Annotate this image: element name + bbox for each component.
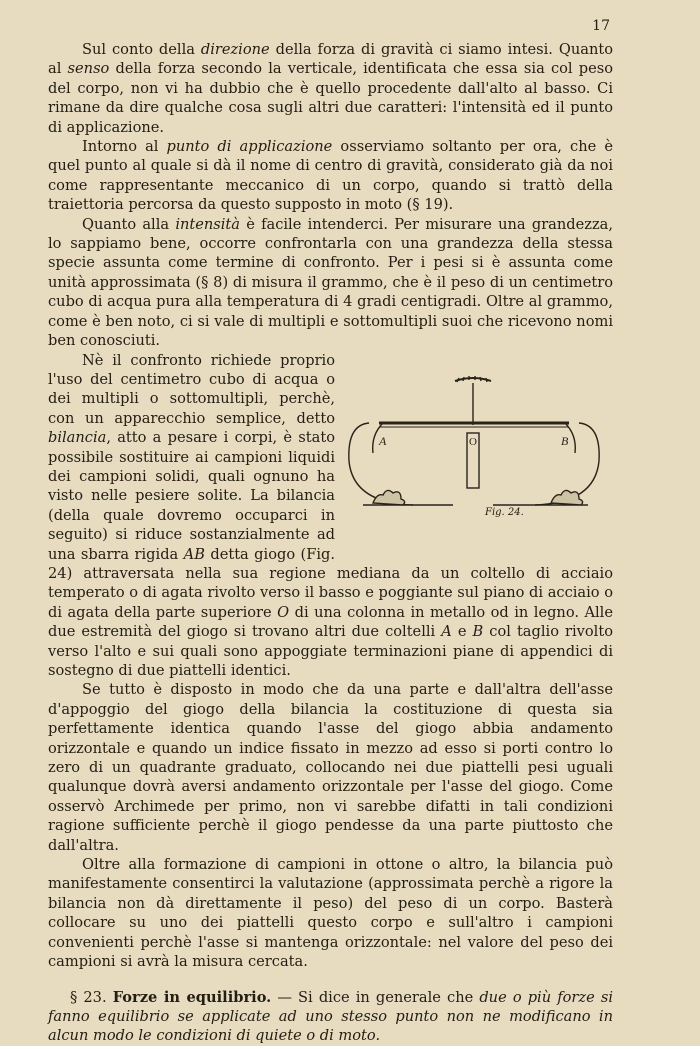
text-run: della forza secondo la verticale, identificata che essa sia col peso del corpo, non vi ha dubbio che è quello procedente dall'alto al basso. Ci rimane da dire qualche cosa sugli altri due caratteri: l'intensità ed il punto di applicazione. xyxy=(48,60,613,136)
text-run: osserviamo soltanto per ora, che è quel punto al quale si dà il nome di centro di gravità, considerato già da noi come rappresentante meccanico di un corpo, quando si trattò della traiettoria percorsa da questo supposto in moto (§ 19). xyxy=(48,138,613,214)
figure-caption: Fig. 24. xyxy=(485,506,524,518)
balance-diagram xyxy=(343,353,613,523)
section-title: Forze in equilibrio. xyxy=(112,988,272,1006)
italic-term: O xyxy=(277,603,290,621)
text-run: detta giogo (Fig. 24) attraversata nella sua regione mediana da un coltello di acciaio temperato o di agata rivolto verso il basso e poggiante sul piano di acciaio o di agata della parte superiore xyxy=(48,545,613,621)
label-o: O xyxy=(469,435,477,448)
italic-term: B xyxy=(472,623,484,641)
label-b: B xyxy=(561,433,569,448)
paragraph xyxy=(48,40,613,137)
text-run: Se tutto è disposto in modo che da una parte e dall'altra dell'asse d'appoggio del giogo della bilancia la costituzione di questa sia perfettamente identica quando l'asse del giogo abbia andamento orizzontale e quando un indice fissato in mezzo ad esso si porti contro lo zero di un quadrante graduato, collocando nei due piattelli pesi uguali qualunque dovrà aversi andamento orizzontale per l'asse del giogo. Come osservò Archimede per primo, non vi sarebbe difatti in tali condizioni ragione sufficiente perchè il giogo pendesse da una parte piuttosto che dall'altra. xyxy=(48,681,613,854)
text-run: e xyxy=(451,623,473,641)
text-run: Quanto alla xyxy=(82,215,176,233)
section-number: § 23. xyxy=(70,988,113,1006)
text-run: Nè il confronto richiede proprio l'uso del centimetro cubo di acqua o dei multipli o sottomultipli, perchè, con un apparecchio semplice, detto xyxy=(48,351,335,427)
paragraph xyxy=(48,855,613,971)
italic-term: AB xyxy=(183,545,205,563)
body-text xyxy=(48,40,613,1046)
paragraph xyxy=(48,351,613,681)
italic-term: punto di applicazione xyxy=(166,138,333,156)
text-run: Sul conto della xyxy=(82,41,201,58)
text-run: di una colonna in metallo od in legno. Alle due estremità del giogo si trovano altri due coltelli xyxy=(48,603,613,641)
paragraph xyxy=(48,215,613,351)
section-intro: — Si dice in generale che xyxy=(271,988,480,1006)
text-run: della forza di gravità ci siamo intesi. Quanto al xyxy=(48,41,613,78)
section-definition: due o più forze si fanno equilibrio se applicate ad uno stesso punto non ne modificano in alcun modo le condizioni di quiete o di moto. xyxy=(48,988,613,1045)
label-a: A xyxy=(379,433,387,448)
italic-term: senso xyxy=(67,60,110,78)
italic-term: bilancia xyxy=(48,429,107,447)
section-23 xyxy=(48,988,613,1046)
text-run: è facile intenderci. Per misurare una grandezza, lo sappiamo bene, occorre confrontarla con una grandezza della stessa specie assunta come termine di confronto. Per i pesi si è assunta come unità approssimata (§ 8) di misura il grammo, che è il peso di un centimetro cubo di acqua pura alla temperatura di 4 gradi centigradi. Oltre al grammo, come è ben noto, ci si vale di multipli e sottomultipli suoi che ricevono nomi ben conosciuti. xyxy=(48,215,613,350)
text-run: , atto a pesare i corpi, è stato possibile sostituire ai campioni liquidi dei campioni solidi, quali ognuno ha visto nelle pesiere solite. La bilancia (della quale dovremo occuparci in seguito) si riduce sostanzialmente ad una sbarra rigida xyxy=(48,429,335,563)
text-run: col taglio rivolto verso l'alto e sui quali sono appoggiate terminazioni piane di appendici di sostegno di due piattelli identici. xyxy=(48,623,614,679)
text-run: Intorno al xyxy=(82,138,167,156)
paragraph xyxy=(48,680,613,855)
page-number: 17 xyxy=(592,18,610,34)
paragraph xyxy=(48,137,613,215)
italic-term: intensità xyxy=(175,215,241,233)
italic-term: A xyxy=(441,623,452,641)
italic-term: direzione xyxy=(200,41,270,58)
figure-24 xyxy=(343,353,613,543)
text-run: Oltre alla formazione di campioni in ottone o altro, la bilancia può manifestamente consentirci la valutazione (approssimata perchè a rigore la bilancia non dà direttamente il peso) del peso di un corpo. Basterà collocare su uno dei piattelli questo corpo e sull'altro i campioni convenienti perchè l'asse si mantenga orizzontale: nel valore del peso dei campioni si avrà la misura cercata. xyxy=(48,856,613,971)
